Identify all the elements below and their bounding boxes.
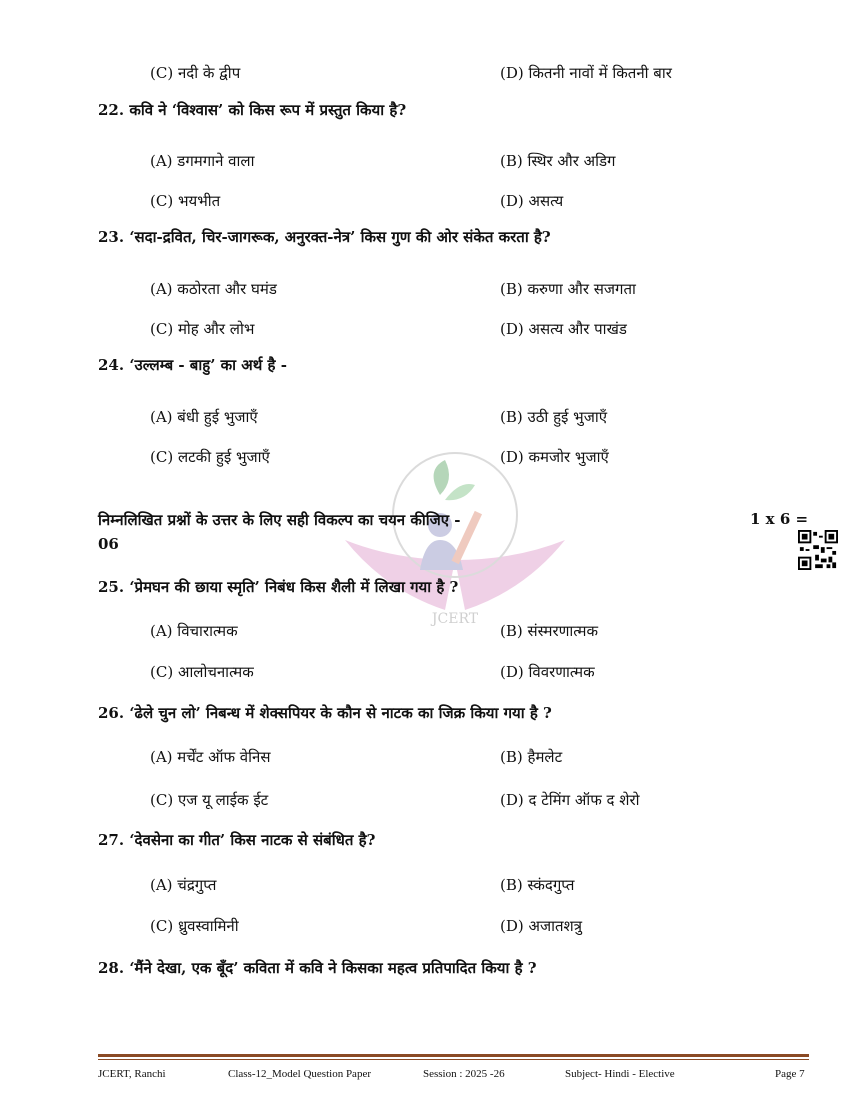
q23-option-c: (C) मोह और लोभ	[150, 320, 255, 338]
leaf-icon	[445, 484, 475, 500]
footer-session: Session : 2025 -26	[423, 1068, 505, 1080]
q23-text: 23. ‘सदा-द्रवित, चिर-जागरूक, अनुरक्त-नेत्र’ किस गुण की ओर संकेत करता है?	[98, 228, 551, 246]
footer-org: JCERT, Ranchi	[98, 1068, 166, 1080]
q25-option-d: (D) विवरणात्मक	[500, 663, 595, 681]
qr-code-icon	[798, 530, 838, 570]
q27-option-b: (B) स्कंदगुप्त	[500, 876, 575, 894]
q24-option-c: (C) लटकी हुई भुजाएँ	[150, 448, 270, 466]
section-instruction: निम्नलिखित प्रश्नों के उत्तर के लिए सही विकल्प का चयन कीजिए -	[98, 511, 461, 529]
q24-text: 24. ‘उल्लम्ब - बाहु’ का अर्थ है -	[98, 356, 287, 374]
q21-option-c: (C) नदी के द्वीप	[150, 64, 241, 82]
q27-option-d: (D) अजातशत्रु	[500, 917, 583, 935]
q26-option-a: (A) मर्चेंट ऑफ वेनिस	[150, 748, 271, 766]
q25-option-b: (B) संस्मरणात्मक	[500, 622, 599, 640]
section-marks: 1 x 6 =	[750, 510, 809, 528]
q22-option-a: (A) डगमगाने वाला	[150, 152, 255, 170]
q28-text: 28. ‘मैंने देखा, एक बूँद’ कविता में कवि ने किसका महत्व प्रतिपादित किया है ?	[98, 959, 537, 977]
footer-subject: Subject- Hindi - Elective	[565, 1068, 675, 1080]
q24-option-a: (A) बंधी हुई भुजाएँ	[150, 408, 258, 426]
q26-option-b: (B) हैमलेट	[500, 748, 563, 766]
q24-option-d: (D) कमजोर भुजाएँ	[500, 448, 609, 466]
q25-option-c: (C) आलोचनात्मक	[150, 663, 254, 681]
section-total-marks: 06	[98, 535, 119, 553]
q26-option-c: (C) एज यू लाईक ईट	[150, 791, 269, 809]
q23-option-b: (B) करुणा और सजगता	[500, 280, 636, 298]
q21-option-d: (D) कितनी नावों में कितनी बार	[500, 64, 672, 82]
footer-page-number: Page 7	[775, 1068, 805, 1080]
q26-text: 26. ‘ढेले चुन लो’ निबन्ध में शेक्सपियर के कौन से नाटक का जिक्र किया गया है ?	[98, 704, 552, 722]
jcert-watermark-logo	[345, 440, 565, 630]
footer-paper: Class-12_Model Question Paper	[228, 1068, 371, 1080]
q27-option-a: (A) चंद्रगुप्त	[150, 876, 217, 894]
q22-option-c: (C) भयभीत	[150, 192, 221, 210]
q22-option-d: (D) असत्य	[500, 192, 564, 210]
q25-option-a: (A) विचारात्मक	[150, 622, 238, 640]
q23-option-d: (D) असत्य और पाखंड	[500, 320, 627, 338]
leaf-icon	[434, 460, 449, 495]
footer-rule	[98, 1054, 809, 1057]
q26-option-d: (D) द टेमिंग ऑफ द शेरो	[500, 791, 640, 809]
q25-text: 25. ‘प्रेमघन की छाया स्मृति’ निबंध किस शैली में लिखा गया है ?	[98, 578, 459, 596]
q22-option-b: (B) स्थिर और अडिग	[500, 152, 616, 170]
q23-option-a: (A) कठोरता और घमंड	[150, 280, 277, 298]
q24-option-b: (B) उठी हुई भुजाएँ	[500, 408, 608, 426]
footer-rule-thin	[98, 1059, 809, 1060]
watermark-label: JCERT	[431, 611, 479, 627]
q22-text: 22. कवि ने ‘विश्वास’ को किस रूप में प्रस्तुत किया है?	[98, 101, 407, 119]
q27-option-c: (C) ध्रुवस्वामिनी	[150, 917, 239, 935]
q27-text: 27. ‘देवसेना का गीत’ किस नाटक से संबंधित है?	[98, 831, 376, 849]
